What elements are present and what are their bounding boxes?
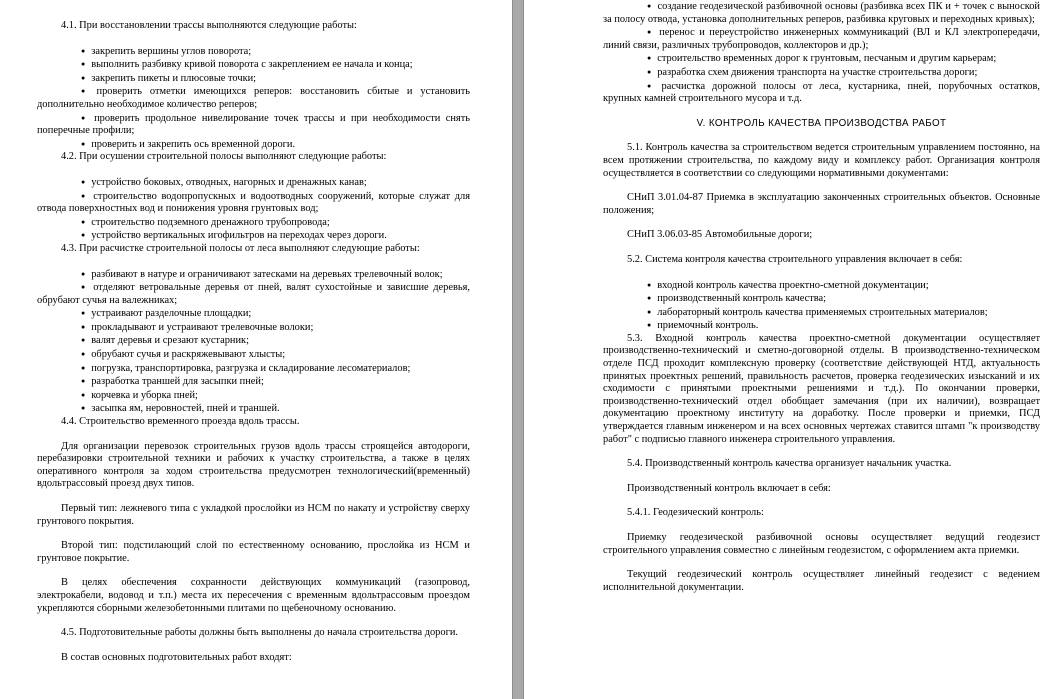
list-item: ● строительство водопропускных и водоотводных сооружений, которые служат для отвода поверхностных вод и понижения уровня грунтовых вод; xyxy=(37,190,470,216)
page-separator xyxy=(512,0,524,699)
list-item: ● корчевка и уборка пней; xyxy=(37,389,470,403)
paragraph-5-4-1: 5.4.1. Геодезический контроль: xyxy=(627,507,764,519)
list-item: ● строительство подземного дренажного трубопровода; xyxy=(37,216,470,230)
list-item: ● прокладывают и устраивают трелевочные волоки; xyxy=(37,321,470,335)
list-item: ● валят деревья и срезают кустарник; xyxy=(37,334,470,348)
list-4-1 xyxy=(37,45,470,152)
list-item: ● погрузка, транспортировка, разгрузка и складирование лесоматериалов; xyxy=(37,362,470,376)
list-item: ● устраивают разделочные площадки; xyxy=(37,307,470,321)
list-item: ● разработка схем движения транспорта на участке строительства дороги; xyxy=(603,66,1040,80)
list-item: ● засыпка ям, неровностей, пней и траншей. xyxy=(37,402,470,416)
list-item: ● выполнить разбивку кривой поворота с закреплением ее начала и конца; xyxy=(37,58,470,72)
list-item: ● перенос и переустройство инженерных коммуникаций (ВЛ и КЛ электропередачи, линий связи, различных трубопроводов, коллекторов и др.); xyxy=(603,26,1040,52)
heading-4-3: 4.3. При расчистке строительной полосы от леса выполняют следующие работы: xyxy=(61,242,420,254)
list-prep-works xyxy=(603,0,1040,106)
heading-4-2: 4.2. При осушении строительной полосы выполняют следующие работы: xyxy=(61,151,387,163)
list-item: ● расчистка дорожной полосы от леса, кустарника, пней, порубочных остатков, крупных камней строительного мусора и т.д. xyxy=(603,80,1040,106)
heading-4-1: 4.1. При восстановлении трассы выполняются следующие работы: xyxy=(61,20,357,31)
heading-4-4: 4.4. Строительство временного проезда вдоль трассы. xyxy=(61,416,300,428)
list-item: ● проверить и закрепить ось временной дороги. xyxy=(37,138,470,152)
paragraph-geodetic-current: Текущий геодезический контроль осуществляет линейный геодезист с ведением исполнительной документации. xyxy=(603,569,1040,593)
paragraph-5-2: 5.2. Система контроля качества строительного управления включает в себя: xyxy=(627,253,963,265)
list-item: ● производственный контроль качества; xyxy=(603,292,1040,306)
list-item: ● строительство временных дорог к грунтовым, песчаным и другим карьерам; xyxy=(603,52,1040,66)
list-item: ● закрепить вершины углов поворота; xyxy=(37,45,470,59)
list-item: ● отделяют ветровальные деревья от пней, валят сухостойные и зависшие деревья, обрубают сучья на валежниках; xyxy=(37,281,470,307)
list-5-2 xyxy=(603,279,1040,333)
list-item: ● разбивают в натуре и ограничивают затесками на деревьях трелевочный волок; xyxy=(37,268,470,282)
paragraph-geodetic-acceptance: Приемку геодезической разбивочной основы осуществляет ведущий геодезист строительного управления совместно с линейным геодезистом, с оформлением акта приемки. xyxy=(603,532,1040,556)
list-item: ● входной контроль качества проектно-сметной документации; xyxy=(603,279,1040,293)
paragraph-snip-1: СНиП 3.01.04-87 Приемка в эксплуатацию законченных строительных объектов. Основные положения; xyxy=(603,192,1040,216)
list-4-2 xyxy=(37,176,470,243)
document-page-right xyxy=(524,0,1056,699)
paragraph-5-4: 5.4. Производственный контроль качества организует начальник участка. xyxy=(627,458,952,470)
paragraph-5-1: 5.1. Контроль качества за строительством ведется строительным управлением постоянно, на всем протяжении строительства, по каждому виду и комплексу работ. Организация контроля осуществляется в соответствии со следующими нормативными документами: xyxy=(603,142,1040,179)
list-item: ● разработка траншей для засыпки пней; xyxy=(37,375,470,389)
paragraph-type-2: Второй тип: подстилающий слой по естественному основанию, прослойка из НСМ и грунтовое покрытие. xyxy=(37,540,470,564)
list-item: ● устройство вертикальных игофильтров на переходах через дороги. xyxy=(37,229,470,243)
list-item: ● закрепить пикеты и плюсовые точки; xyxy=(37,72,470,86)
paragraph-composition: В состав основных подготовительных работ входят: xyxy=(61,651,292,663)
list-item: ● обрубают сучья и раскряжевывают хлысты; xyxy=(37,348,470,362)
paragraph-communications: В целях обеспечения сохранности действующих коммуникаций (газопровод, электрокабели, водовод и т.п.) места их пересечения с временным вдольтрассовым проездом укрепляются сборными железобетонными плитами по щебеночному основанию. xyxy=(37,577,470,614)
paragraph-type-1: Первый тип: лежневого типа с укладкой прослойки из НСМ по накату и устройству сверху грунтового покрытия. xyxy=(37,503,470,527)
list-item: ● лабораторный контроль качества применяемых строительных материалов; xyxy=(603,306,1040,320)
list-item: ● устройство боковых, отводных, нагорных и дренажных канав; xyxy=(37,176,470,190)
list-item: ● проверить продольное нивелирование точек трассы и при необходимости снять поперечные профили; xyxy=(37,112,470,138)
paragraph-production-control: Производственный контроль включает в себя: xyxy=(627,482,831,494)
section-title-5: V. КОНТРОЛЬ КАЧЕСТВА ПРОИЗВОДСТВА РАБОТ xyxy=(696,117,947,129)
document-page-left xyxy=(0,0,512,699)
paragraph-snip-2: СНиП 3.06.03-85 Автомобильные дороги; xyxy=(627,229,813,241)
list-item: ● приемочный контроль. xyxy=(603,319,1040,333)
paragraph-transport: Для организации перевозок строительных грузов вдоль трассы строящейся автодороги, перебазировки строительной техники и рабочих к участку строительства, а также в целях оперативного контроля за ходом строительства предусмотрен технологический(временный) вдольтрассовый проезд двух типов. xyxy=(37,440,470,490)
list-item: ● проверить отметки имеющихся реперов: восстановить сбитые и установить дополнительно необходимое количество реперов; xyxy=(37,85,470,111)
paragraph-4-5: 4.5. Подготовительные работы должны быть выполнены до начала строительства дороги. xyxy=(61,627,458,639)
paragraph-5-3: 5.3. Входной контроль качества проектно-сметной документации осуществляет производственно-технический и сметно-договорной отделы. В производственно-техническом отделе ПСД проходит комплексную проверку (соответствие действующей НТД, актуальность принятых проектных решений, правильность расчетов, проверка геодезических изысканий и их сходимости с принятыми проектными решениями и т.д.). По окончании проверки, производственно-технический отдел обобщает замечания (при их наличии), возвращает документацию проектному институту на доработку. После проверки и приемки, ПСД утверждается главным инженером и на всех основных чертежах ставится штамп "к производству работ" с подписью главного инженера строительного управления. xyxy=(603,332,1040,445)
list-item: ● создание геодезической разбивочной основы (разбивка всех ПК и + точек с выноской за полосу отвода, установка дополнительных реперов, разбивка круговых и переходных кривых); xyxy=(603,0,1040,26)
list-4-3 xyxy=(37,268,470,417)
